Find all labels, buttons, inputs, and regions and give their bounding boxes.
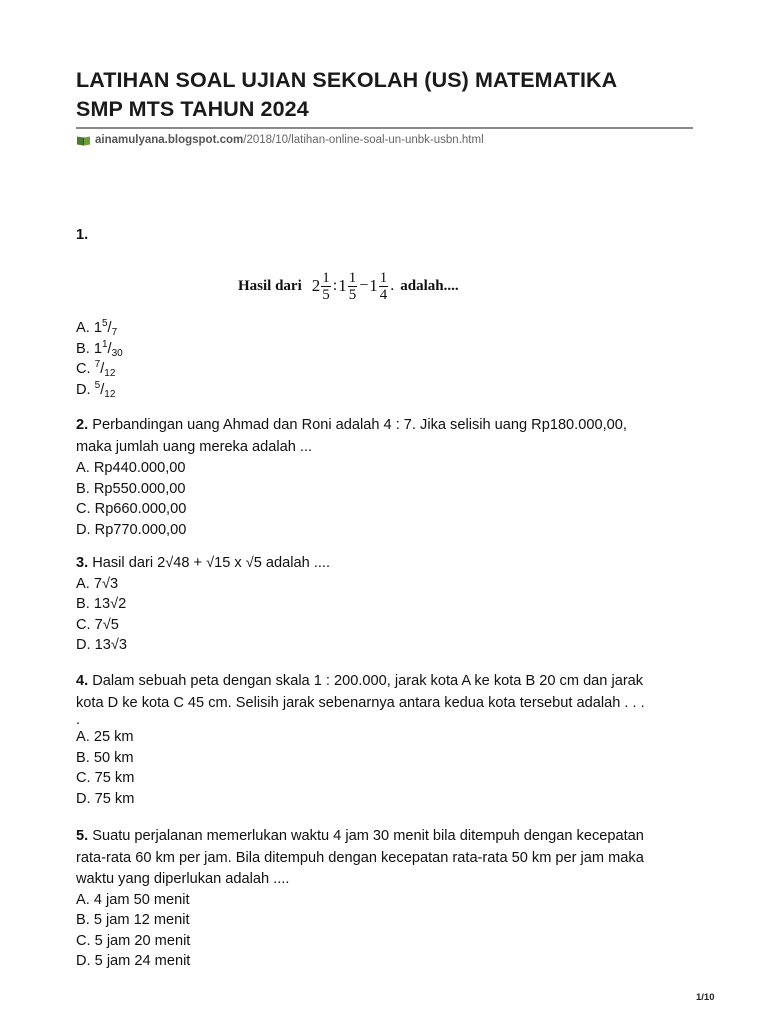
option-denominator: 12	[104, 368, 116, 379]
formula-c-numerator: 1	[379, 269, 388, 286]
question-4-text	[76, 670, 696, 692]
formula-c-fraction	[379, 270, 389, 303]
question-1-number: 1.	[76, 227, 89, 243]
option-b[interactable]: B. Rp550.000,00	[76, 480, 186, 497]
formula-operator-divide: :	[332, 277, 338, 294]
option-letter: D.	[76, 381, 91, 398]
option-a[interactable]: A. Rp440.000,00	[76, 460, 186, 476]
question-1-options	[76, 318, 696, 400]
formula-b-fraction	[348, 270, 358, 303]
option-c[interactable]: C. 5 jam 20 menit	[76, 932, 191, 949]
question-4-number: 4.	[76, 673, 89, 689]
formula-suffix: adalah....	[400, 277, 459, 294]
question-2	[76, 414, 696, 540]
formula-c-whole: 1	[369, 276, 378, 295]
option-numerator: 7	[94, 359, 101, 370]
formula-b-denominator: 5	[348, 286, 357, 303]
page-title-line-1: LATIHAN SOAL UJIAN SEKOLAH (US) MATEMATIKA	[76, 68, 618, 92]
question-2-text-line-2: maka jumlah uang mereka adalah ...	[76, 439, 313, 455]
question-2-text-line-1: Perbandingan uang Ahmad dan Roni adalah 4 : 7. Jika selisih uang Rp180.000,00,	[92, 417, 627, 433]
formula-prefix: Hasil dari	[238, 277, 302, 294]
formula-a-numerator: 1	[322, 269, 330, 286]
book-icon	[76, 135, 91, 146]
question-4-text-line-2: kota D ke kota C 45 cm. Selisih jarak sebenarnya antara kedua kota tersebut adalah . . .	[76, 695, 645, 711]
option-a[interactable]: A. 25 km	[76, 729, 134, 745]
option-b[interactable]: B. 50 km	[76, 749, 134, 766]
page-number: 1/10	[696, 992, 715, 1003]
formula-c-denominator: 4	[379, 286, 388, 303]
question-3-text-body: Hasil dari 2√48 + √15 x √5 adalah ....	[92, 555, 331, 571]
question-5-text-line-2: rata-rata 60 km per jam. Bila ditempuh dengan kecepatan rata-rata 50 km per jam maka	[76, 850, 644, 866]
option-a[interactable]: A. $1^5/_7$	[76, 318, 118, 338]
option-numerator: 5	[94, 379, 101, 391]
formula-b-numerator: 1	[348, 269, 357, 286]
title-divider	[76, 127, 693, 129]
formula-dot: .	[390, 277, 395, 294]
option-c[interactable]: C. $^7/_{12}$	[76, 359, 116, 379]
page-title-line-2: SMP MTS TAHUN 2024	[76, 97, 309, 121]
option-b[interactable]: B. 5 jam 12 menit	[76, 912, 190, 928]
formula-a-fraction	[321, 270, 331, 303]
option-denominator: 7	[111, 327, 118, 338]
option-whole: 1	[93, 320, 102, 336]
option-a[interactable]: A. 7√3	[76, 575, 119, 592]
option-d[interactable]: D. $^5/_{12}$	[76, 379, 116, 400]
option-d[interactable]: D. 75 km	[76, 790, 135, 807]
question-2-text	[76, 414, 696, 436]
formula-a-denominator: 5	[322, 286, 330, 303]
option-denominator: 12	[104, 388, 116, 400]
question-4-text-line-1: Dalam sebuah peta dengan skala 1 : 200.000, jarak kota A ke kota B 20 cm dan jarak	[92, 673, 644, 689]
question-4-text-line-3: .	[76, 712, 81, 728]
option-letter: B.	[76, 340, 90, 357]
option-b[interactable]: B. $1^1/_{30}$	[76, 338, 123, 359]
option-c[interactable]: C. Rp660.000,00	[76, 501, 187, 517]
option-letter: C.	[76, 361, 91, 377]
option-denominator: 30	[111, 347, 123, 359]
source-url[interactable]	[76, 133, 484, 147]
question-3	[76, 553, 696, 656]
question-5-number: 5.	[76, 828, 89, 844]
formula-a-whole: 2	[311, 276, 321, 295]
option-d[interactable]: D. Rp770.000,00	[76, 521, 187, 538]
question-2-number: 2.	[76, 417, 89, 433]
option-c[interactable]: C. 75 km	[76, 770, 135, 786]
question-5-text	[76, 825, 696, 847]
source-domain[interactable]: ainamulyana.blogspot.com	[95, 134, 244, 146]
option-numerator: 1	[101, 338, 108, 350]
option-a[interactable]: A. 4 jam 50 menit	[76, 891, 190, 908]
formula-b-whole: 1	[338, 276, 347, 295]
option-letter: A.	[76, 320, 90, 336]
question-5-text-line-1: Suatu perjalanan memerlukan waktu 4 jam 30 menit bila ditempuh dengan kecepatan	[92, 828, 644, 844]
option-d[interactable]: D. 5 jam 24 menit	[76, 953, 191, 969]
page-title	[76, 66, 696, 124]
question-5	[76, 825, 696, 972]
question-1-formula	[238, 262, 459, 310]
source-path[interactable]: /2018/10/latihan-online-soal-un-unbk-usbn.html	[243, 134, 484, 146]
option-c[interactable]: C. 7√5	[76, 616, 119, 633]
question-3-text	[76, 553, 696, 574]
formula-operator-minus: −	[359, 277, 369, 294]
option-whole: 1	[93, 340, 102, 357]
option-numerator: 5	[101, 318, 108, 329]
question-4	[76, 670, 696, 809]
question-5-text-line-3: waktu yang diperlukan adalah ....	[76, 871, 290, 887]
option-d[interactable]: D. 13√3	[76, 637, 128, 653]
option-b[interactable]: B. 13√2	[76, 596, 127, 612]
question-3-number: 3.	[76, 555, 89, 571]
